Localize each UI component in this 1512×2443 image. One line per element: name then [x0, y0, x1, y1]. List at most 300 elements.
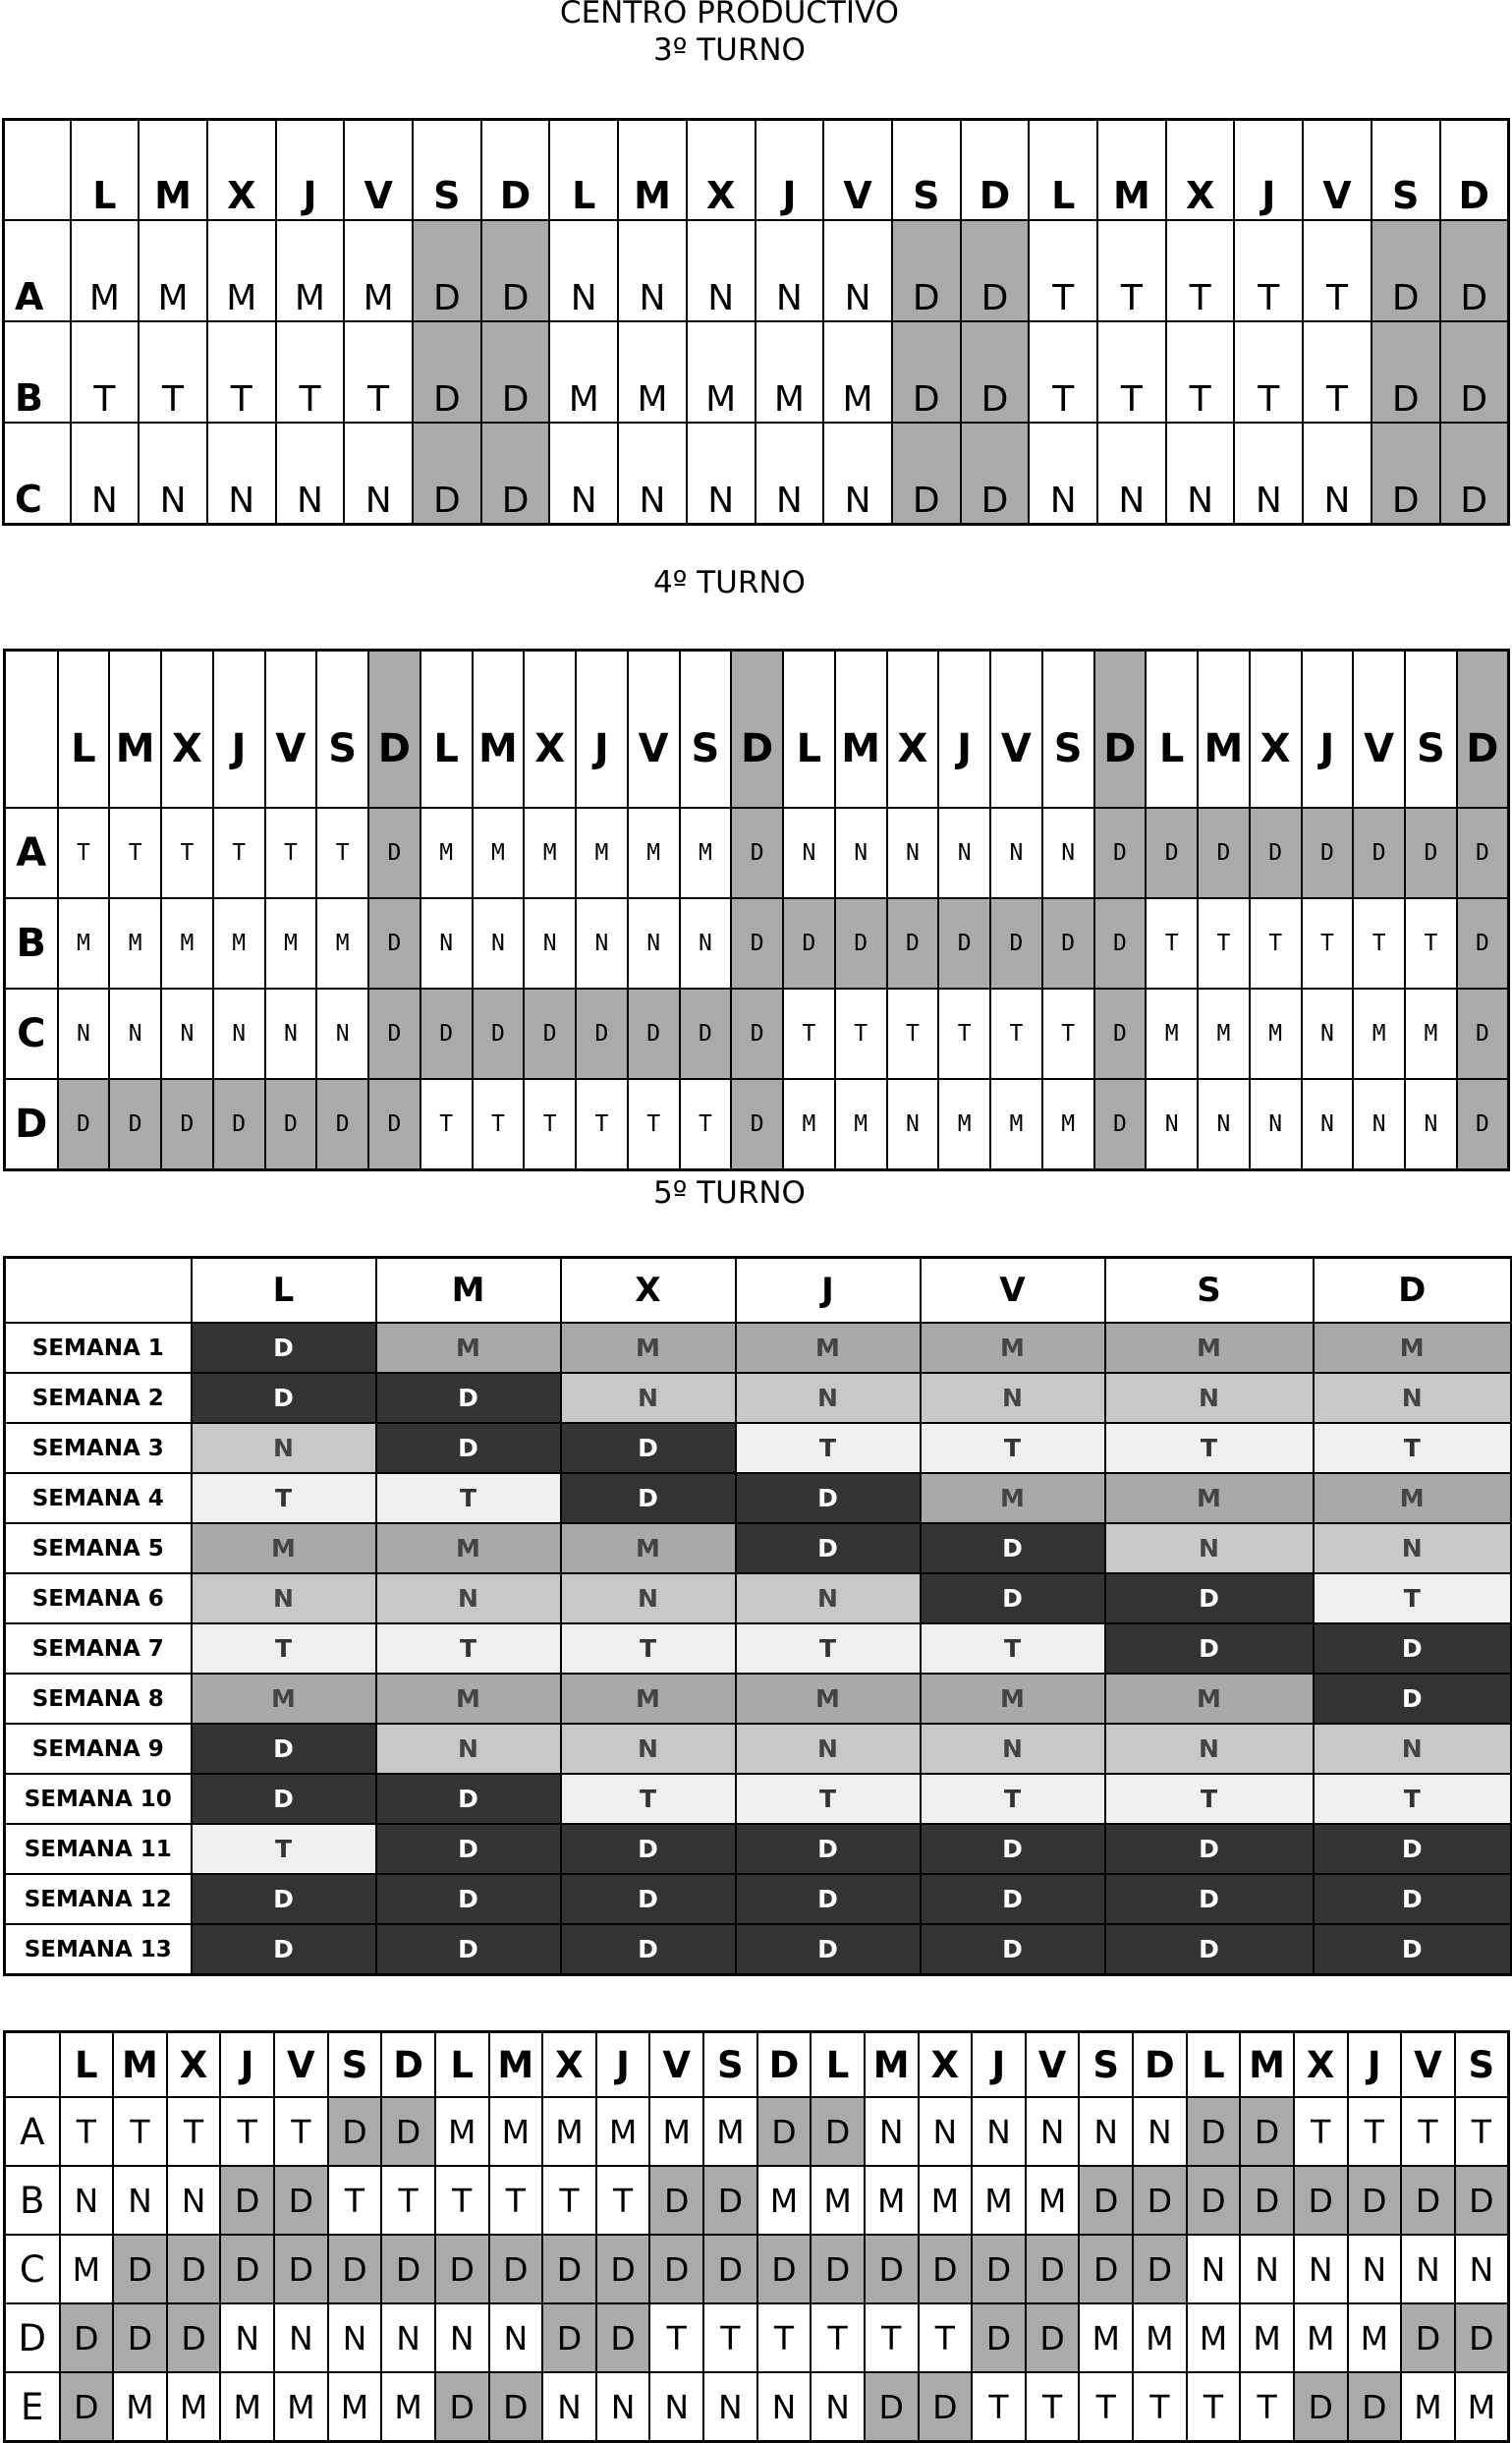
row-label: C [4, 423, 71, 525]
table-row [5, 2372, 1509, 2442]
shift-cell: T [990, 989, 1042, 1079]
shift-cell: N [113, 2166, 167, 2235]
row-label: B [5, 2166, 60, 2235]
shift-cell: T [1250, 898, 1302, 989]
shift-cell: D [921, 1874, 1105, 1924]
day-header: V [1401, 2032, 1455, 2098]
shift-cell: M [344, 220, 413, 321]
shift-cell: M [109, 898, 161, 989]
shift-cell: T [113, 2097, 167, 2166]
shift-cell: N [276, 423, 345, 525]
shift-cell: M [192, 1674, 376, 1724]
shift-cell: D [192, 1874, 376, 1924]
shift-cell: T [1133, 2372, 1187, 2442]
shift-cell: T [192, 1824, 376, 1874]
shift-cell: M [921, 1674, 1105, 1724]
shift-cell: T [1234, 220, 1303, 321]
day-header: D [757, 2032, 812, 2098]
shift-cell: D [1079, 2235, 1133, 2303]
shift-cell: N [887, 1079, 939, 1170]
shift-cell: T [628, 1079, 680, 1170]
shift-cell: M [139, 220, 207, 321]
corner-cell [5, 1258, 192, 1324]
shift-cell: N [1302, 1079, 1354, 1170]
day-header: S [680, 651, 732, 809]
shift-cell: M [1146, 989, 1198, 1079]
day-header: J [276, 120, 345, 221]
shift-cell: D [919, 2235, 973, 2303]
shift-cell: T [1314, 1423, 1512, 1473]
shift-cell: D [892, 423, 961, 525]
shift-cell: D [990, 898, 1042, 989]
day-header: J [736, 1258, 921, 1324]
shift-cell: D [1094, 898, 1147, 989]
turno3-table [2, 118, 1510, 526]
shift-cell: M [60, 2235, 114, 2303]
shift-cell: M [213, 898, 265, 989]
shift-cell: D [561, 1423, 736, 1473]
shift-cell: N [1029, 423, 1097, 525]
day-header: L [58, 651, 110, 809]
day-header: J [756, 120, 824, 221]
shift-cell: M [703, 2097, 757, 2166]
shift-cell: D [413, 321, 481, 423]
day-header: L [1187, 2032, 1241, 2098]
shift-cell: D [1094, 808, 1147, 898]
shift-cell: N [1455, 2235, 1509, 2303]
shift-cell: N [703, 2372, 757, 2442]
shift-cell: D [316, 1079, 368, 1170]
shift-cell: D [1294, 2166, 1348, 2235]
shift-cell: M [736, 1674, 921, 1724]
header-row [5, 2032, 1509, 2098]
shift-cell: T [161, 808, 213, 898]
day-header: D [1457, 651, 1509, 809]
day-header: D [961, 120, 1030, 221]
shift-cell: N [865, 2097, 919, 2166]
shift-cell: T [1455, 2097, 1509, 2166]
shift-cell: D [376, 1774, 561, 1824]
day-header: S [703, 2032, 757, 2098]
day-header: V [990, 651, 1042, 809]
shift-cell: T [1097, 220, 1166, 321]
shift-cell: M [473, 808, 525, 898]
shift-cell: N [680, 898, 732, 989]
shift-cell: D [60, 2372, 114, 2442]
shift-cell: T [1234, 321, 1303, 423]
shift-cell: D [1353, 808, 1405, 898]
week-label: SEMANA 10 [5, 1774, 192, 1824]
shift-cell: T [344, 321, 413, 423]
day-header: M [139, 120, 207, 221]
day-header: M [113, 2032, 167, 2098]
table-row [5, 2097, 1509, 2166]
day-header: L [435, 2032, 489, 2098]
shift-cell: M [1353, 989, 1405, 1079]
shift-cell: T [1294, 2097, 1348, 2166]
shift-cell: T [649, 2303, 703, 2372]
shift-cell: N [1105, 1523, 1314, 1573]
day-header: X [687, 120, 756, 221]
shift-cell: D [192, 1323, 376, 1373]
shift-cell: D [481, 321, 550, 423]
shift-cell: T [274, 2097, 328, 2166]
table-row [5, 1373, 1512, 1423]
shift-cell: D [1187, 2097, 1241, 2166]
shift-cell: N [109, 989, 161, 1079]
day-header: S [1079, 2032, 1133, 2098]
shift-cell: N [1240, 2235, 1294, 2303]
shift-cell: D [524, 989, 576, 1079]
shift-cell: M [811, 2166, 865, 2235]
shift-cell: T [1353, 898, 1405, 989]
shift-cell: D [892, 220, 961, 321]
day-header: M [1097, 120, 1166, 221]
shift-cell: D [921, 1924, 1105, 1975]
shift-cell: M [680, 808, 732, 898]
shift-cell: T [736, 1774, 921, 1824]
shift-cell: T [736, 1423, 921, 1473]
shift-cell: N [1405, 1079, 1457, 1170]
corner-cell [5, 2032, 60, 2098]
shift-cell: M [316, 898, 368, 989]
shift-cell: M [376, 1323, 561, 1373]
day-header: D [1133, 2032, 1187, 2098]
day-header: S [892, 120, 961, 221]
day-header: D [1094, 651, 1147, 809]
shift-cell: M [192, 1523, 376, 1573]
shift-cell: M [596, 2097, 650, 2166]
day-header: D [368, 651, 420, 809]
shift-cell: T [71, 321, 140, 423]
shift-cell: D [811, 2097, 865, 2166]
shift-cell: D [1314, 1824, 1512, 1874]
shift-cell: M [561, 1523, 736, 1573]
shift-cell: N [687, 423, 756, 525]
shift-cell: D [1314, 1924, 1512, 1975]
day-header: D [731, 651, 783, 809]
shift-cell: D [265, 1079, 317, 1170]
header-row [5, 1258, 1512, 1324]
shift-cell: D [1079, 2166, 1133, 2235]
day-header: M [473, 651, 525, 809]
row-label: A [5, 2097, 60, 2166]
day-header: D [481, 120, 550, 221]
shift-cell: M [757, 2166, 812, 2235]
shift-cell: D [972, 2235, 1026, 2303]
shift-cell: N [473, 898, 525, 989]
day-header: L [549, 120, 618, 221]
day-header: S [328, 2032, 382, 2098]
day-header: L [60, 2032, 114, 2098]
shift-cell: D [381, 2235, 435, 2303]
shift-cell: D [1105, 1924, 1314, 1975]
shift-cell: M [1042, 1079, 1094, 1170]
shift-cell: N [1198, 1079, 1250, 1170]
shift-cell: D [576, 989, 628, 1079]
day-header: V [628, 651, 680, 809]
shift-cell: T [316, 808, 368, 898]
row-label: A [4, 220, 71, 321]
shift-cell: M [1455, 2372, 1509, 2442]
shift-cell: T [1079, 2372, 1133, 2442]
shift-cell: M [921, 1473, 1105, 1523]
shift-cell: M [835, 1079, 887, 1170]
shift-cell: T [435, 2166, 489, 2235]
row-label: D [5, 2303, 60, 2372]
table-row [5, 1473, 1512, 1523]
table-row [5, 2303, 1509, 2372]
shift-cell: T [276, 321, 345, 423]
shift-cell: N [835, 808, 887, 898]
shift-cell: N [1097, 423, 1166, 525]
day-header: X [1294, 2032, 1348, 2098]
day-header: J [220, 2032, 274, 2098]
shift-cell: T [213, 808, 265, 898]
shift-cell: D [376, 1874, 561, 1924]
day-header: J [1234, 120, 1303, 221]
shift-cell: N [596, 2372, 650, 2442]
shift-cell: D [413, 423, 481, 525]
shift-cell: D [628, 989, 680, 1079]
day-header: S [1405, 651, 1457, 809]
day-header: S [316, 651, 368, 809]
shift-cell: D [1440, 423, 1509, 525]
day-header: X [542, 2032, 596, 2098]
shift-cell: N [1348, 2235, 1402, 2303]
day-header: V [1353, 651, 1405, 809]
shift-cell: T [921, 1623, 1105, 1674]
shift-cell: M [1240, 2303, 1294, 2372]
shift-cell: N [524, 898, 576, 989]
shift-cell: T [1303, 321, 1372, 423]
shift-cell: T [1198, 898, 1250, 989]
shift-cell: D [1440, 220, 1509, 321]
week-label: SEMANA 6 [5, 1573, 192, 1623]
week-label: SEMANA 9 [5, 1724, 192, 1774]
shift-cell: M [1105, 1473, 1314, 1523]
shift-cell: N [1166, 423, 1235, 525]
week-label: SEMANA 3 [5, 1423, 192, 1473]
shift-cell: M [220, 2372, 274, 2442]
shift-cell: N [549, 423, 618, 525]
shift-cell: D [1105, 1573, 1314, 1623]
shift-cell: M [1187, 2303, 1241, 2372]
day-header: X [1166, 120, 1235, 221]
day-header: L [420, 651, 473, 809]
shift-cell: M [524, 808, 576, 898]
shift-cell: T [1105, 1774, 1314, 1824]
shift-cell: N [1302, 989, 1354, 1079]
shift-cell: M [687, 321, 756, 423]
shift-cell: D [192, 1373, 376, 1423]
shift-cell: D [1314, 1674, 1512, 1724]
shift-cell: M [561, 1674, 736, 1724]
shift-cell: M [921, 1323, 1105, 1373]
shift-cell: D [1240, 2166, 1294, 2235]
shift-cell: T [1314, 1573, 1512, 1623]
shift-cell: M [938, 1079, 990, 1170]
day-header: X [524, 651, 576, 809]
shift-cell: N [139, 423, 207, 525]
day-header: M [109, 651, 161, 809]
shift-cell: D [561, 1874, 736, 1924]
shift-cell: N [265, 989, 317, 1079]
week-label: SEMANA 1 [5, 1323, 192, 1373]
shift-cell: M [489, 2097, 543, 2166]
shift-cell: N [1314, 1724, 1512, 1774]
shift-cell: D [1372, 220, 1440, 321]
shift-cell: D [274, 2235, 328, 2303]
shift-cell: N [274, 2303, 328, 2372]
shift-cell: M [376, 1674, 561, 1724]
shift-cell: T [783, 989, 835, 1079]
shift-cell: T [865, 2303, 919, 2372]
shift-cell: D [376, 1924, 561, 1975]
shift-cell: T [489, 2166, 543, 2235]
shift-cell: M [71, 220, 140, 321]
shift-cell: D [192, 1774, 376, 1824]
shift-cell: D [109, 1079, 161, 1170]
day-header: D [1440, 120, 1509, 221]
table-row [5, 989, 1509, 1079]
shift-cell: N [60, 2166, 114, 2235]
shift-cell: D [757, 2097, 812, 2166]
row-label: E [5, 2372, 60, 2442]
week-label: SEMANA 4 [5, 1473, 192, 1523]
day-header: L [1029, 120, 1097, 221]
shift-cell: T [757, 2303, 812, 2372]
main-title: CENTRO PRODUCTIVO [559, 0, 900, 30]
day-header: M [1240, 2032, 1294, 2098]
table-row [5, 1623, 1512, 1674]
shift-cell: T [811, 2303, 865, 2372]
shift-cell: M [1105, 1323, 1314, 1373]
day-header: X [561, 1258, 736, 1324]
shift-cell: M [276, 220, 345, 321]
shift-cell: M [167, 2372, 221, 2442]
shift-cell: M [1133, 2303, 1187, 2372]
shift-cell: T [1405, 898, 1457, 989]
shift-cell: T [265, 808, 317, 898]
shift-cell: T [835, 989, 887, 1079]
day-header: V [344, 120, 413, 221]
table-row [5, 1824, 1512, 1874]
day-header: L [71, 120, 140, 221]
shift-cell: D [596, 2303, 650, 2372]
shift-cell: D [736, 1523, 921, 1573]
shift-cell: N [561, 1373, 736, 1423]
shift-cell: D [919, 2372, 973, 2442]
shift-cell: T [919, 2303, 973, 2372]
shift-cell: D [1405, 808, 1457, 898]
turno5-title: 5º TURNO [653, 1175, 806, 1211]
shift-cell: D [1026, 2303, 1080, 2372]
shift-cell: D [961, 423, 1030, 525]
shift-cell: D [731, 898, 783, 989]
shift-cell: D [1133, 2235, 1187, 2303]
shift-cell: N [1105, 1724, 1314, 1774]
shift-cell: D [865, 2235, 919, 2303]
shift-cell: M [265, 898, 317, 989]
shift-cell: N [1314, 1523, 1512, 1573]
shift-cell: D [1094, 989, 1147, 1079]
shift-cell: T [561, 1623, 736, 1674]
day-header: X [167, 2032, 221, 2098]
shift-cell: M [628, 808, 680, 898]
shift-cell: D [731, 989, 783, 1079]
shift-cell: D [376, 1373, 561, 1423]
shift-cell: D [274, 2166, 328, 2235]
shift-cell: T [938, 989, 990, 1079]
day-header: V [1026, 2032, 1080, 2098]
shift-cell: T [420, 1079, 473, 1170]
shift-cell: D [1133, 2166, 1187, 2235]
shift-cell: D [435, 2235, 489, 2303]
shift-cell: N [756, 423, 824, 525]
day-header: D [1314, 1258, 1512, 1324]
shift-cell: D [58, 1079, 110, 1170]
shift-cell: T [921, 1774, 1105, 1824]
shift-cell: M [1105, 1674, 1314, 1724]
shift-cell: D [1401, 2166, 1455, 2235]
shift-cell: N [489, 2303, 543, 2372]
shift-cell: D [1455, 2166, 1509, 2235]
shift-cell: N [213, 989, 265, 1079]
shift-cell: T [736, 1623, 921, 1674]
week-label: SEMANA 12 [5, 1874, 192, 1924]
shift-cell: N [207, 423, 276, 525]
shift-cell: D [561, 1473, 736, 1523]
shift-cell: D [1440, 321, 1509, 423]
shift-cell: N [687, 220, 756, 321]
shift-cell: N [376, 1724, 561, 1774]
week-label: SEMANA 13 [5, 1924, 192, 1975]
day-header: X [161, 651, 213, 809]
shift-cell: T [328, 2166, 382, 2235]
shift-cell: M [823, 321, 892, 423]
shift-cell: N [938, 808, 990, 898]
shift-cell: M [58, 898, 110, 989]
shift-cell: N [161, 989, 213, 1079]
shift-cell: T [921, 1423, 1105, 1473]
row-label: B [5, 898, 58, 989]
shift-cell: D [596, 2235, 650, 2303]
shift-cell: M [649, 2097, 703, 2166]
shift-cell: D [1187, 2166, 1241, 2235]
shift-cell: D [481, 220, 550, 321]
shift-cell: D [113, 2303, 167, 2372]
shift-cell: N [1133, 2097, 1187, 2166]
shift-cell: N [344, 423, 413, 525]
table-row [5, 1674, 1512, 1724]
shift-cell: N [435, 2303, 489, 2372]
shift-cell: T [192, 1623, 376, 1674]
shift-cell: D [1198, 808, 1250, 898]
week-label: SEMANA 8 [5, 1674, 192, 1724]
shift-cell: N [919, 2097, 973, 2166]
turno5-table [3, 1256, 1512, 1976]
shift-cell: D [561, 1924, 736, 1975]
shift-cell: N [549, 220, 618, 321]
table-row [5, 898, 1509, 989]
shift-cell: N [1042, 808, 1094, 898]
shift-cell: N [576, 898, 628, 989]
shift-cell: D [328, 2097, 382, 2166]
shift-cell: N [823, 220, 892, 321]
shift-cell: T [60, 2097, 114, 2166]
shift-cell: D [381, 2097, 435, 2166]
